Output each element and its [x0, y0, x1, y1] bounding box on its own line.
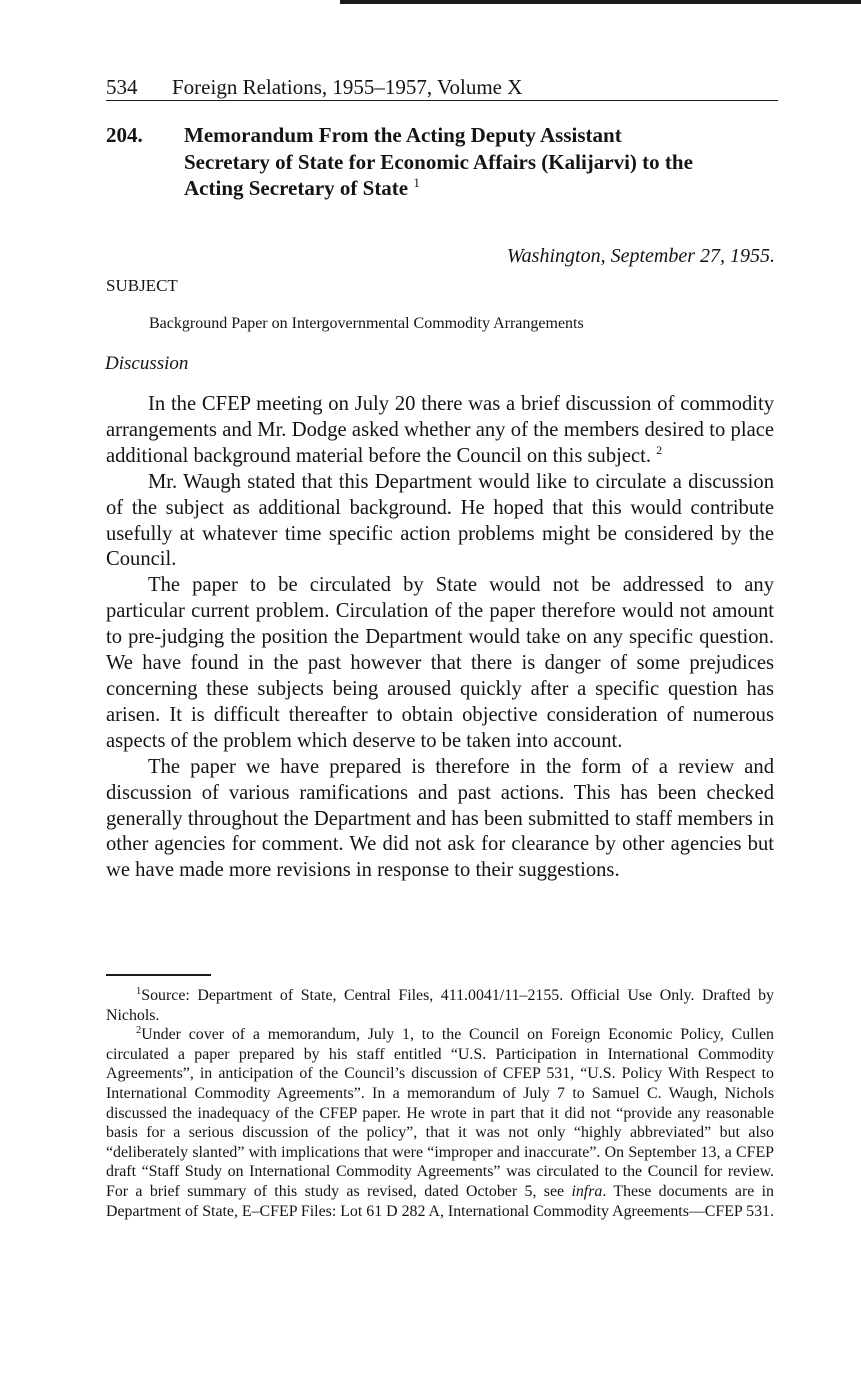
subject-text: Background Paper on Intergovernmental Commodity Arrangements — [149, 315, 584, 332]
footnote-separator — [106, 974, 211, 976]
footnote-2-marker: 2 — [136, 1025, 142, 1037]
footnote-ref-2: 2 — [656, 442, 663, 457]
footnote-1-text: Source: Department of State, Central Files, 411.0041/11–2155. Official Use Only. Drafted by Nichols. — [106, 987, 774, 1024]
series-title: Foreign Relations, 1955–1957, Volume X — [172, 75, 523, 99]
discussion-paragraph-4: The paper we have prepared is therefore in the form of a review and discussion of various ramifications and past actions. This has been checked generally throughout the Department and has been submitted to staff members in other agencies for comment. We did not ask for clearance by other agencies but we have made more revisions in response to their suggestions. — [106, 755, 774, 882]
document-number: 204. — [106, 123, 143, 147]
subject-label: SUBJECT — [106, 276, 178, 295]
footnote-2-text-end: . These documents are in Department of State, E–CFEP Files: Lot 61 D 282 A, International Commodity Agreements—CFEP 531. — [106, 1182, 775, 1220]
page-number: 534 — [106, 75, 138, 99]
footnote-1-marker: 1 — [136, 986, 142, 997]
footnote-2-infra: infra — [571, 1182, 603, 1200]
footnote-1 — [106, 986, 774, 1025]
document-title-line-1: Memorandum From the Acting Deputy Assistant — [184, 123, 622, 147]
footnote-2-text: Under cover of a memorandum, July 1, to the Council on Foreign Economic Policy, Cullen circulated a paper prepared by his staff entitled “U.S. Participation in International Commodity Agreements”, in anticipation of the Council’s discussion of CFEP 531, “U.S. Policy With Respect to International Commodity Agreements”. In a memorandum of July 7 to Samuel C. Waugh, Nichols discussed the inadequacy of the CFEP paper. He wrote in part that it did not “provide any reasonable basis for a serious discussion of the policy”, that it was not only “highly abbreviated” but also “deliberately slanted” with implications that were “improper and inaccurate”. On September 13, a CFEP draft “Staff Study on International Commodity Agreements” was circulated to the Council for review. For a brief summary of this study as revised, dated October 5, see — [106, 1026, 774, 1200]
top-edge-rule — [340, 0, 861, 4]
discussion-paragraph-2: Mr. Waugh stated that this Department would like to circulate a discussion of the subject as additional background. He hoped that this would contribute usefully at whatever time specific action problems might be considered by the Council. — [106, 470, 774, 571]
footnote-2 — [106, 1025, 774, 1221]
discussion-paragraph-3: The paper to be circulated by State would not be addressed to any particular current problem. Circulation of the paper therefore would not amount to pre-judging the position the Department would take on any specific question. We have found in the past however that there is danger of some prejudices concerning these subjects being aroused quickly after a specific question has arisen. It is difficult thereafter to obtain objective consideration of numerous aspects of the problem which deserve to be taken into account. — [106, 574, 774, 752]
footnotes — [106, 986, 774, 1221]
discussion-body — [106, 392, 774, 884]
footnote-ref-1: 1 — [413, 175, 420, 190]
document-title-line-3: Acting Secretary of State — [184, 176, 409, 200]
paragraph-1-text: In the CFEP meeting on July 20 there was a brief discussion of commodity arrangements and Mr. Dodge asked whether any of the members desired to place additional background material before the Council on this subject. — [106, 393, 774, 467]
document-title-line-2: Secretary of State for Economic Affairs (Kalijarvi) to the — [184, 150, 693, 174]
discussion-heading: Discussion — [105, 353, 189, 374]
running-head — [106, 74, 778, 101]
dateline: Washington, September 27, 1955. — [506, 245, 775, 267]
discussion-paragraph-1 — [106, 392, 774, 470]
